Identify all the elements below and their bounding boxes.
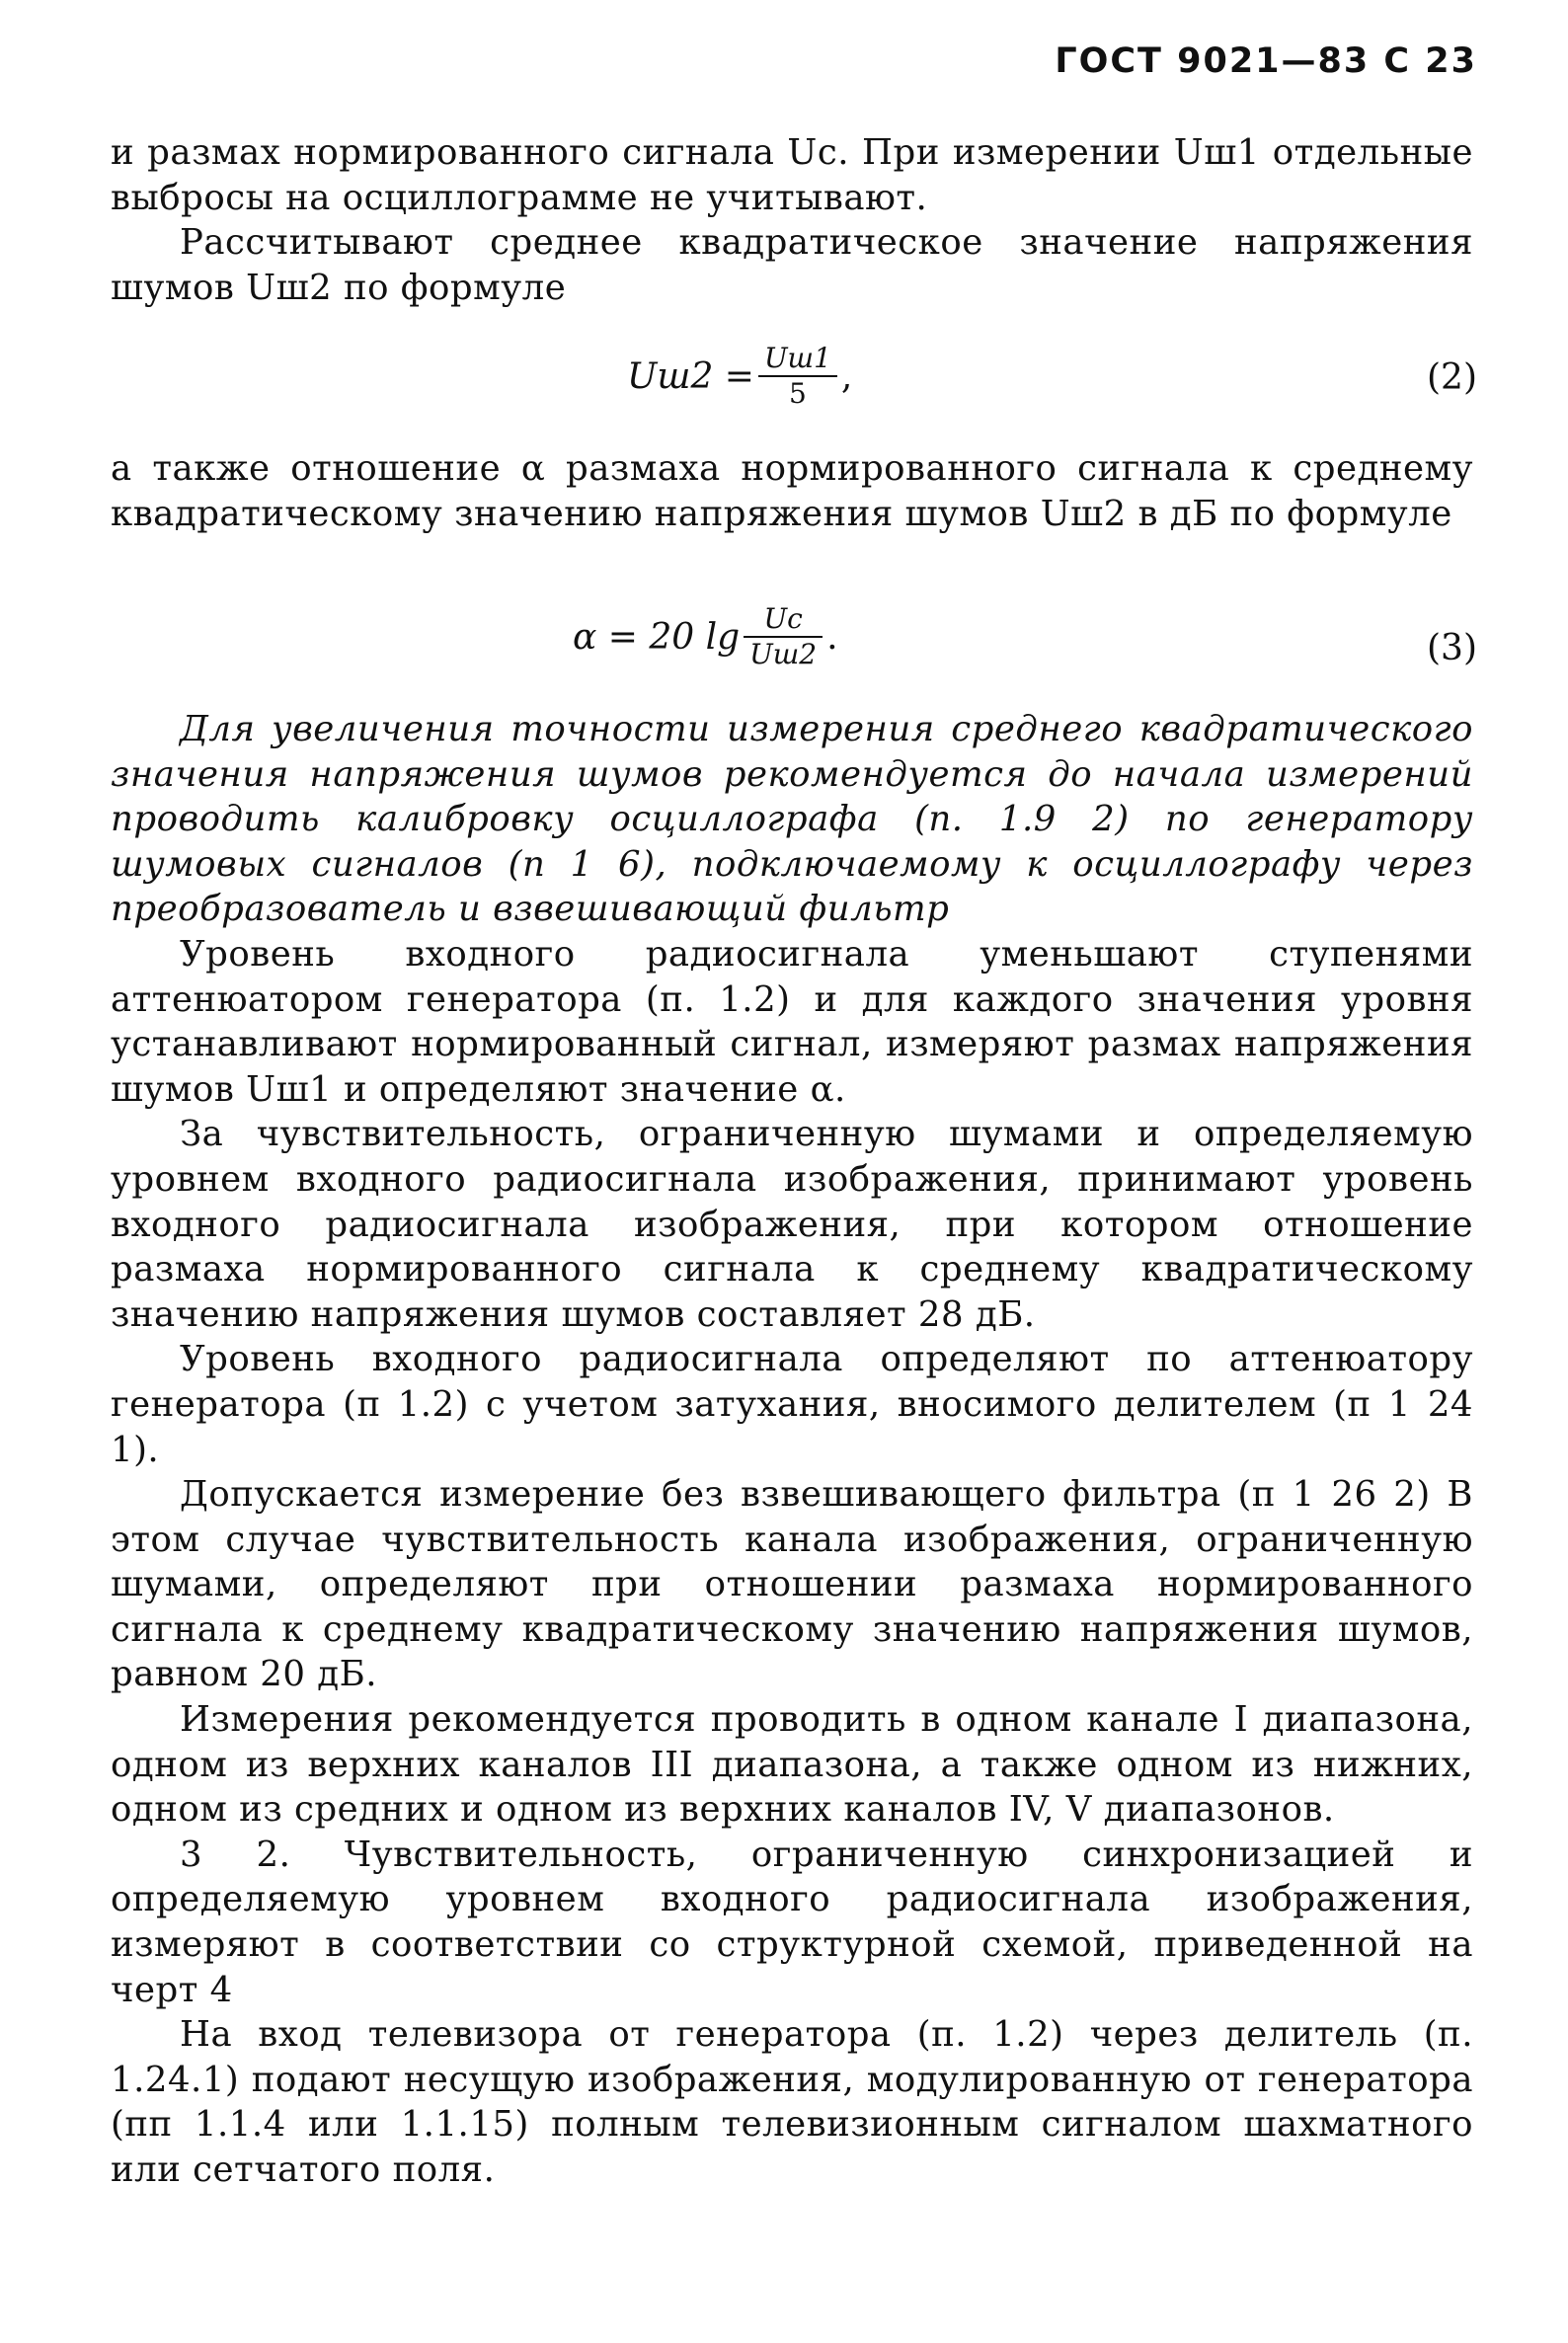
paragraph-formula2-intro: Рассчитывают среднее квадратическое значение напряжения шумов Uш2 по формуле [111, 222, 1473, 308]
formula-3-denominator: Uш2 [749, 638, 818, 670]
formula-2-denominator: 5 [789, 377, 807, 410]
page-header: ГОСТ 9021—83 С 23 [1055, 41, 1477, 81]
paragraph-input-level: Уровень входного радиосигнала определяют по аттенюатору генератора (п 1.2) с учетом затухания, вносимого делителем (п 1 24 1). [111, 1339, 1473, 1470]
formula-2-numerator: Uш1 [763, 342, 831, 374]
text-block-2 [111, 446, 1473, 536]
formula-2-lhs: Uш2 = [627, 355, 754, 397]
equation-number-3: (3) [1427, 628, 1477, 668]
formula-2 [627, 342, 852, 411]
text-block-3 [111, 707, 1473, 2193]
paragraph-channels: Измерения рекомендуется проводить в одном канале I диапазона, одном из верхних каналов III диапазона, а также одном из нижних, одном из средних и одном из верхних каналов IV, V диапазонов. [111, 1699, 1473, 1831]
text-block-1 [111, 130, 1473, 310]
paragraph-formula3-intro: а также отношение α размаха нормированного сигнала к среднему квадратическому значению напряжения шумов Uш2 в дБ по формуле [111, 448, 1473, 534]
formula-3-fraction [744, 602, 823, 671]
paragraph-continuation: и размах нормированного сигнала Uс. При измерении Uш1 отдельные выбросы на осциллограмме не учитывают. [111, 132, 1473, 218]
formula-3-tail: . [826, 616, 838, 658]
formula-3-numerator: Uс [763, 602, 803, 635]
paragraph-3-2: 3 2. Чувствительность, ограниченную синхронизацией и определяемую уровнем входного радиосигнала изображения, измеряют в соответствии со структурной схемой, приведенной на черт 4 [111, 1834, 1473, 2010]
paragraph-attenuation: Уровень входного радиосигнала уменьшают ступенями аттенюатором генератора (п. 1.2) и для каждого значения уровня устанавливают нормированный сигнал, измеряют размах напряжения шумов Uш1 и определяют значение α. [111, 933, 1473, 1110]
formula-3 [573, 602, 838, 671]
formula-3-lhs: α = 20 lg [573, 616, 741, 658]
paragraph-sensitivity-definition: За чувствительность, ограниченную шумами и определяемую уровнем входного радиосигнала изображения, принимают уровень входного радиосигнала изображения, при котором отношение размаха нормированного сигнала к среднему квадратическому значению напряжения шумов составляет 28 дБ. [111, 1114, 1473, 1335]
paragraph-input-setup: На вход телевизора от генератора (п. 1.2) через делитель (п. 1.24.1) подают несущую изображения, модулированную от генератора (пп 1.1.4 или 1.1.15) полным телевизионным сигналом шахматного или сетчатого поля. [111, 2014, 1473, 2190]
equation-number-2: (2) [1427, 357, 1477, 398]
paragraph-calibration: Для увеличения точности измерения среднего квадратического значения напряжения шумов рекомендуется до начала измерений проводить калибровку осциллографа (п. 1.9 2) по генератору шумовых сигналов (п 1 6), подключаемому к осциллографу через преобразователь и взвешивающий фильтр [111, 709, 1473, 930]
formula-2-fraction [758, 342, 837, 411]
formula-2-tail: , [840, 355, 853, 397]
paragraph-no-filter: Допускается измерение без взвешивающего фильтра (п 1 26 2) В этом случае чувствительность канала изображения, ограниченную шумами, определяют при отношении размаха нормированного сигнала к среднему квадратическому значению напряжения шумов, равном 20 дБ. [111, 1474, 1473, 1695]
